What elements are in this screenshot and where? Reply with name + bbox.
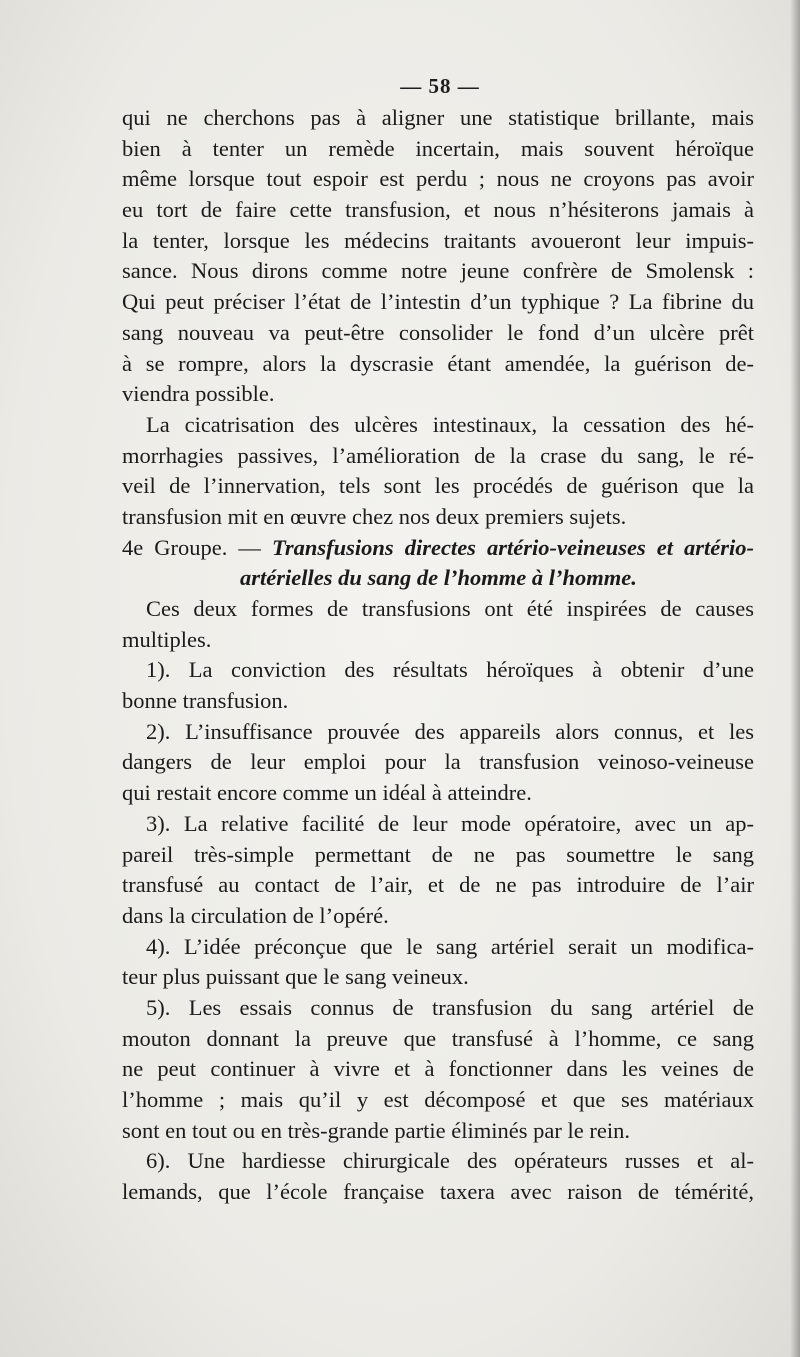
page-edge-shadow: [790, 0, 800, 1357]
text-line: mouton donnant la preuve que transfusé à l’homme, ce sang: [122, 1025, 754, 1051]
text-line: dangers de leur emploi pour la transfusion veinoso-veineuse: [122, 749, 754, 775]
text-line: 2). L’insuffisance prouvée des appareils alors connus, et les: [146, 718, 754, 744]
text-line: pareil très-simple permettant de ne pas soumettre le sang: [122, 841, 754, 867]
list-item-3: [122, 809, 754, 932]
page-number: — 58 —: [400, 74, 480, 98]
text-line: Ces deux formes de transfusions ont été inspirées de causes: [146, 596, 754, 621]
text-line: viendra possible.: [122, 381, 275, 407]
body-text: [122, 103, 754, 1208]
group-heading-line: [122, 533, 754, 564]
text-line: transfusion mit en œuvre chez nos deux premiers sujets.: [122, 503, 627, 529]
text-line: 1). La conviction des résultats héroïques à obtenir d’une: [146, 657, 754, 683]
text-line: multiples.: [122, 626, 212, 652]
text-line: bien à tenter un remède incertain, mais souvent héroïque: [122, 135, 754, 161]
list-item-2: [122, 717, 754, 809]
text-line: qui restait encore comme un idéal à atteindre.: [122, 780, 532, 806]
group-heading-subtitle: artérielles du sang de l’homme à l’homme.: [240, 565, 637, 591]
text-line: transfusé au contact de l’air, et de ne pas introduire de l’air: [122, 872, 754, 898]
text-line: même lorsque tout espoir est perdu ; nous ne croyons pas avoir: [122, 166, 754, 192]
text-line: 6). Une hardiesse chirurgicale des opérateurs russes et al-: [146, 1148, 754, 1174]
text-line: l’homme ; mais qu’il y est décomposé et que ses matériaux: [122, 1087, 754, 1112]
text-line: Qui peut préciser l’état de l’intestin d’un typhique ? La fibrine du: [122, 289, 754, 315]
text-line: 5). Les essais connus de transfusion du sang artériel de: [146, 994, 754, 1020]
list-item-4: [122, 932, 754, 993]
text-line: qui ne cherchons pas à aligner une statistique brillante, mais: [122, 105, 754, 130]
text-line: sance. Nous dirons comme notre jeune confrère de Smolensk :: [122, 258, 754, 284]
list-item-1: [122, 655, 754, 716]
text-line: 4). L’idée préconçue que le sang artériel serait un modifica-: [146, 933, 754, 959]
text-line: ne peut continuer à vivre et à fonctionner dans les veines de: [122, 1056, 754, 1082]
text-line: à se rompre, alors la dyscrasie étant amendée, la guérison de-: [122, 350, 754, 376]
text-line: sont en tout ou en très-grande partie éliminés par le rein.: [122, 1117, 630, 1143]
list-item-6: [122, 1146, 754, 1207]
group-heading-title: Transfusions directes artério-veineuses et artério-: [271, 534, 755, 560]
group-heading: [122, 533, 754, 594]
paragraph-1: [122, 103, 754, 410]
text-line: morrhagies passives, l’amélioration de la crase du sang, le ré-: [122, 442, 754, 468]
text-line: dans la circulation de l’opéré.: [122, 902, 389, 928]
text-line: La cicatrisation des ulcères intestinaux, la cessation des hé-: [146, 411, 754, 437]
text-line: bonne transfusion.: [122, 688, 289, 714]
paragraph-3: [122, 594, 754, 655]
text-line: veil de l’innervation, tels sont les procédés de guérison que la: [122, 473, 754, 499]
text-line: 3). La relative facilité de leur mode opératoire, avec un ap-: [146, 810, 754, 836]
group-heading-prefix: 4e Groupe. —: [122, 534, 272, 560]
text-line: lemands, que l’école française taxera avec raison de témérité,: [122, 1179, 754, 1205]
text-line: eu tort de faire cette transfusion, et nous n’hésiterons jamais à: [122, 197, 754, 223]
text-line: sang nouveau va peut-être consolider le fond d’un ulcère prêt: [122, 319, 754, 345]
text-line: teur plus puissant que le sang veineux.: [122, 964, 469, 990]
paragraph-2: [122, 410, 754, 533]
text-line: la tenter, lorsque les médecins traitants avoueront leur impuis-: [122, 227, 754, 253]
list-item-5: [122, 993, 754, 1146]
